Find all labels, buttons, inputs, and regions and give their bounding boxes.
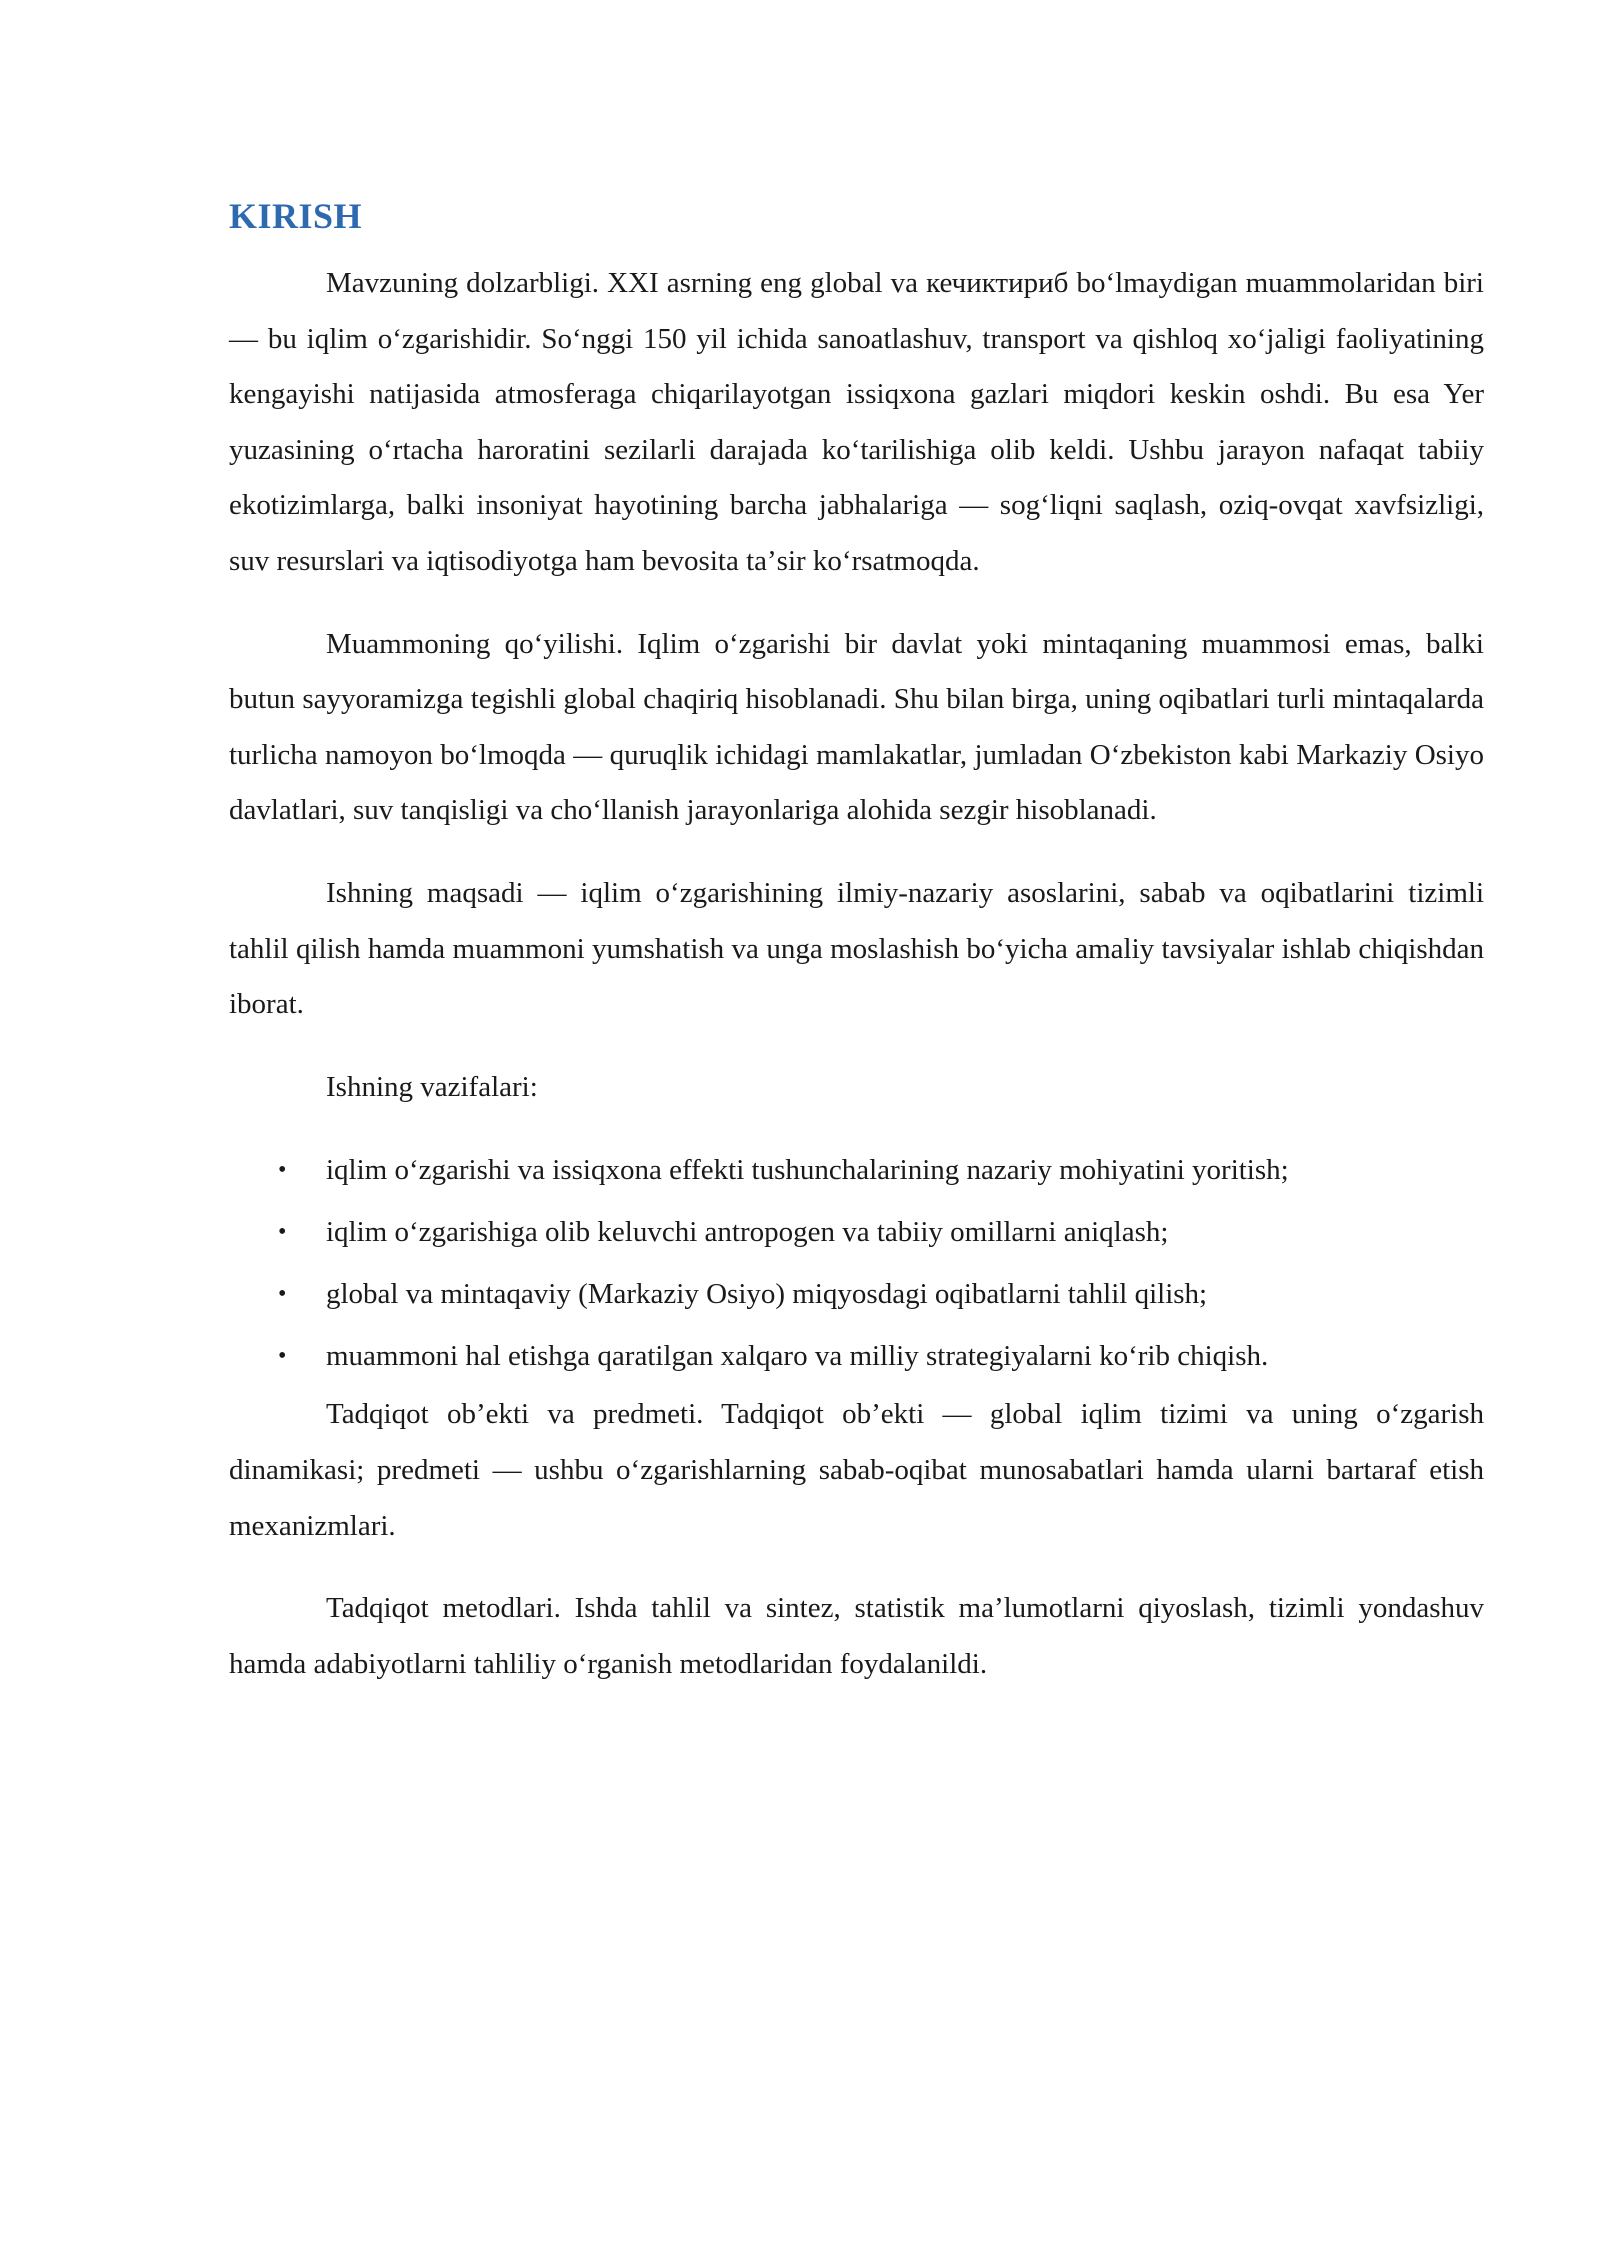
list-item-text: global va mintaqaviy (Markaziy Osiyo) miqyosdagi oqibatlarni tahlil qilish; <box>326 1278 1208 1311</box>
bullet-icon: • <box>278 1157 287 1184</box>
paragraph-problem-statement: Muammoning qoʻyilishi. Iqlim oʻzgarishi bir davlat yoki mintaqaning muammosi emas, balki butun sayyoramizga tegishli global chaqiriq hisoblanadi. Shu bilan birga, uning oqibatlari turli mintaqalarda turlicha namoyon boʻlmoqda — quruqlik ichidagi mamlakatlar, jumladan Oʻzbekiston kabi Markaziy Osiyo davlatlari, suv tanqisligi va choʻllanish jarayonlariga alohida sezgir hisoblanadi. <box>229 627 1484 827</box>
paragraph-object-subject: Tadqiqot obʼekti va predmeti. Tadqiqot obʼekti — global iqlim tizimi va uning oʻzgarish dinamikasi; predmeti — ushbu oʻzgarishlarning sabab-oqibat munosabatlari hamda ularni bartaraf etish mexanizmlari. <box>229 1398 1484 1542</box>
paragraph-tasks-label: Ishning vazifalari: <box>326 1070 538 1103</box>
list-item-text: muammoni hal etishga qaratilgan xalqaro va milliy strategiyalarni koʻrib chiqish. <box>326 1340 1269 1373</box>
paragraph-relevance: Mavzuning dolzarbligi. XXI asrning eng global va кечиктириб boʻlmaydigan muammolaridan biri — bu iqlim oʻzgarishidir. Soʻnggi 150 yil ichida sanoatlashuv, transport va qishloq xoʻjaligi faoliyatining kengayishi natijasida atmosferaga chiqarilayotgan issiqxona gazlari miqdori keskin oshdi. Bu esa Yer yuzasining oʻrtacha haroratini sezilarli darajada koʻtarilishiga olib keldi. Ushbu jarayon nafaqat tabiiy ekotizimlarga, balki insoniyat hayotining barcha jabhalariga — sogʻliqni saqlash, oziq-ovqat xavfsizligi, suv resurslari va iqtisodiyotga ham bevosita taʼsir koʻrsatmoqda. <box>229 267 1484 577</box>
bullet-icon: • <box>278 1219 287 1246</box>
paragraph-methods: Tadqiqot metodlari. Ishda tahlil va sintez, statistik maʼlumotlarni qiyoslash, tizimli yondashuv hamda adabiyotlarni tahliliy oʻrganish metodlaridan foydalanildi. <box>229 1592 1484 1680</box>
tasks-list <box>229 1139 1484 1387</box>
list-item <box>229 1325 1484 1387</box>
list-item <box>229 1201 1484 1263</box>
list-item <box>229 1263 1484 1325</box>
list-item <box>229 1139 1484 1201</box>
paragraph-goal: Ishning maqsadi — iqlim oʻzgarishining ilmiy-nazariy asoslarini, sabab va oqibatlarini tizimli tahlil qilish hamda muammoni yumshatish va unga moslashish boʻyicha amaliy tavsiyalar ishlab chiqishdan iborat. <box>229 876 1484 1021</box>
bullet-icon: • <box>278 1281 287 1308</box>
list-item-text: iqlim oʻzgarishi va issiqxona effekti tushunchalarining nazariy mohiyatini yoritish; <box>326 1154 1289 1187</box>
section-heading: KIRISH <box>229 196 363 236</box>
document-body <box>229 256 1484 1692</box>
bullet-icon: • <box>278 1343 287 1370</box>
list-item-text: iqlim oʻzgarishiga olib keluvchi antropogen va tabiiy omillarni aniqlash; <box>326 1216 1169 1249</box>
